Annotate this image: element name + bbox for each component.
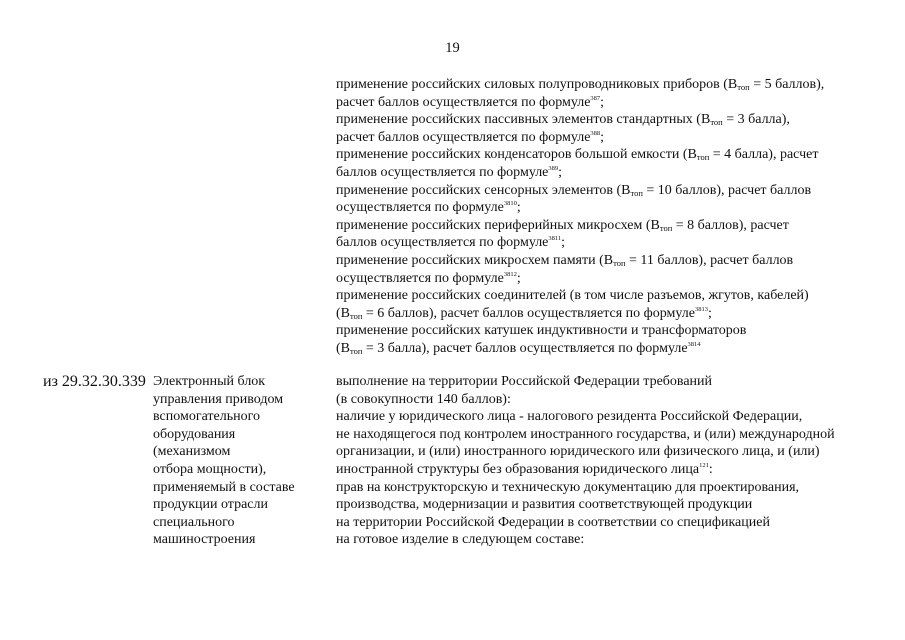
footnote-reference: 38	[590, 129, 597, 137]
subscript-index: топ	[659, 222, 673, 233]
product-name-line: (механизмом	[153, 444, 231, 460]
text-run: осуществляется по формуле	[336, 200, 504, 216]
text-run: ;	[561, 235, 566, 251]
product-name-line: Электронный блок	[153, 374, 266, 389]
text-line	[336, 322, 896, 340]
text-line	[336, 270, 896, 288]
product-name-line: специального	[153, 514, 235, 530]
text-run: баллов осуществляется по формуле	[336, 235, 549, 251]
text-run: применение российских силовых полупроводниковых приборов (B	[336, 77, 738, 92]
text-run: прав на конструкторскую и техническую документацию для проектирования,	[336, 479, 800, 495]
requirement-line	[336, 443, 896, 461]
requirement-line	[336, 514, 896, 532]
text-run: ;	[600, 129, 605, 145]
footnote-reference: 12	[699, 461, 706, 469]
subscript-index: топ	[696, 152, 710, 163]
text-run: ;	[600, 94, 605, 110]
requirement-line	[336, 531, 896, 549]
subscript-index: топ	[350, 310, 363, 321]
footnote-reference: 12	[510, 270, 517, 278]
footnote-reference: 1	[705, 461, 709, 469]
text-run: ;	[707, 305, 712, 321]
text-line	[336, 234, 896, 252]
text-run: применение российских сенсорных элементов (B	[336, 182, 631, 198]
requirements-text	[336, 373, 896, 549]
requirement-line	[336, 391, 896, 409]
footnote-reference: 38	[548, 164, 555, 172]
product-name-line: отбора мощности),	[153, 461, 267, 477]
text-run: выполнение на территории Российской Федерации требований	[336, 374, 713, 389]
text-run: :	[708, 461, 713, 477]
text-line	[336, 217, 896, 235]
text-run: баллов осуществляется по формуле	[336, 164, 549, 180]
text-line	[336, 199, 896, 217]
footnote-reference: 38	[694, 305, 702, 313]
footnote-reference: 38	[503, 270, 511, 278]
footnote-reference: 10	[510, 200, 517, 208]
product-name-line: оборудования	[153, 426, 236, 442]
footnote-reference: 7	[596, 94, 601, 102]
text-line	[336, 182, 896, 200]
footnote-reference: 8	[596, 129, 601, 137]
text-run: организации, и (или) иностранного юридического или физического лица, и (или)	[336, 444, 820, 460]
text-line	[336, 164, 896, 182]
component-requirements-list	[336, 76, 896, 358]
text-line	[336, 76, 896, 94]
text-run: (в совокупности 140 баллов):	[336, 391, 511, 407]
text-run: = 3 балла),	[722, 112, 790, 128]
text-run: ;	[558, 164, 563, 180]
text-line	[336, 111, 896, 129]
product-code: из 29.32.30.339	[43, 373, 146, 390]
footnote-reference: 11	[554, 235, 562, 243]
text-run: на готовое изделие в следующем составе:	[336, 532, 585, 548]
text-line	[336, 94, 896, 112]
footnote-reference: 9	[554, 164, 559, 172]
text-run: расчет баллов осуществляется по формуле	[336, 129, 591, 145]
subscript-index: топ	[613, 257, 626, 268]
footnote-reference: 14	[694, 340, 701, 348]
text-run: применение российских пассивных элементов стандартных (B	[336, 112, 711, 128]
text-line	[336, 305, 896, 323]
text-run: = 5 баллов),	[749, 77, 825, 92]
subscript-index: топ	[630, 187, 643, 198]
text-run: = 8 баллов), расчет	[672, 217, 789, 233]
text-run: = 4 балла), расчет	[709, 147, 819, 163]
requirement-line	[336, 479, 896, 497]
requirement-line	[336, 408, 896, 426]
text-run: наличие у юридического лица - налогового резидента Российской Федерации,	[336, 409, 803, 425]
requirement-line	[336, 426, 896, 444]
product-name	[153, 373, 333, 549]
footnote-reference: 38	[548, 235, 555, 243]
text-run: расчет баллов осуществляется по формуле	[336, 94, 591, 110]
text-run: = 10 баллов), расчет баллов	[642, 182, 812, 198]
text-run: ;	[516, 200, 521, 216]
text-run: = 3 балла), расчет баллов осуществляется по формуле	[362, 340, 688, 356]
text-run: = 11 баллов), расчет баллов	[625, 252, 794, 268]
text-line	[336, 340, 896, 358]
text-line	[336, 287, 896, 305]
text-run: применение российских периферийных микросхем (B	[336, 217, 660, 233]
footnote-reference: 38	[590, 94, 597, 102]
text-run: осуществляется по формуле	[336, 270, 504, 286]
product-name-line: вспомогательного	[153, 409, 261, 425]
text-line	[336, 146, 896, 164]
footnote-reference: 13	[701, 305, 708, 313]
product-name-line: применяемый в составе	[153, 479, 295, 495]
product-name-line: управления приводом	[153, 391, 284, 407]
text-run: иностранной структуры без образования юридического лица	[336, 461, 700, 477]
product-name-line: продукции отрасли	[153, 497, 269, 513]
text-line	[336, 129, 896, 147]
requirement-line	[336, 373, 896, 391]
text-run: применение российских конденсаторов большой емкости (B	[336, 147, 697, 163]
product-name-line: машиностроения	[153, 532, 256, 548]
text-run: производства, модернизации и развития соответствующей продукции	[336, 497, 753, 513]
text-run: применение российских соединителей (в том числе разъемов, жгутов, кабелей)	[336, 288, 809, 304]
text-run: не находящегося под контролем иностранного государства, и (или) международной	[336, 426, 835, 442]
subscript-index: топ	[737, 82, 750, 92]
requirement-line	[336, 496, 896, 514]
text-run: применение российских микросхем памяти (B	[336, 252, 614, 268]
text-run: (B	[336, 305, 350, 321]
footnote-reference: 38	[503, 200, 511, 208]
text-line	[336, 252, 896, 270]
subscript-index: топ	[350, 345, 363, 356]
requirement-line	[336, 461, 896, 479]
footnote-reference: 38	[687, 340, 695, 348]
text-run: на территории Российской Федерации в соответствии со спецификацией	[336, 514, 770, 530]
text-run: применение российских катушек индуктивности и трансформаторов	[336, 323, 747, 339]
page-number: 19	[445, 40, 460, 56]
text-run: ;	[516, 270, 521, 286]
subscript-index: топ	[710, 117, 723, 128]
text-run: = 6 баллов), расчет баллов осуществляется по формуле	[362, 305, 695, 321]
text-run: (B	[336, 340, 350, 356]
